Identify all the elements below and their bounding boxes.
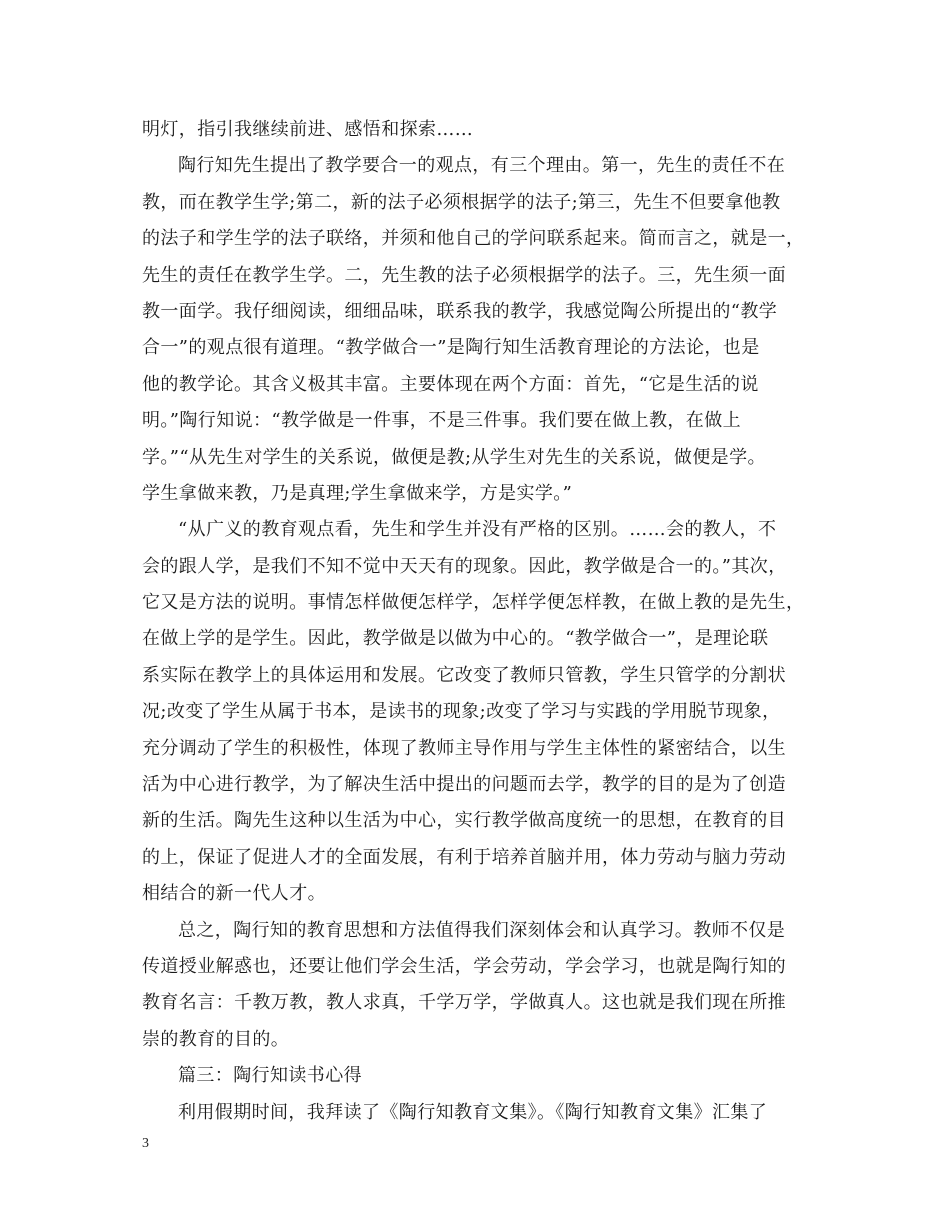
page-number: 3 [142,1136,149,1151]
text-line: 明灯，指引我继续前进、感悟和探索…… [142,119,474,140]
text-line: 充分调动了学生的积极性，体现了教师主导作用与学生主体性的紧密结合，以生 [142,737,786,759]
text-line: 利用假期时间，我拜读了《陶行知教育文集》。《陶行知教育文集》汇集了 [178,1101,768,1123]
text-line: 的上，保证了促进人才的全面发展，有利于培养首脑并用，体力劳动与脑力劳动 [142,846,786,868]
text-line: 明。”陶行知说：“教学做是一件事，不是三件事。我们要在做上教，在做上 [142,410,742,432]
text-line: 学。”“从先生对学生的关系说，做便是教;从学生对先生的关系说，做便是学。 [142,446,766,468]
text-line: 它又是方法的说明。事情怎样做便怎样学，怎样学便怎样教，在做上教的是先生， [142,592,805,614]
text-line: 篇三：陶行知读书心得 [178,1065,362,1087]
text-line: 合一”的观点很有道理。“教学做合一”是陶行知生活教育理论的方法论，也是 [142,337,760,359]
document-body [142,112,812,1131]
text-line: “从广义的教育观点看，先生和学生并没有严格的区别。……会的教人，不 [178,519,777,541]
text-line: 会的跟人学，是我们不知不觉中天天有的现象。因此，教学做是合一的。”其次， [142,555,787,577]
text-line: 教，而在教学生学;第二，新的法子必须根据学的法子;第三，先生不但要拿他教 [142,191,781,213]
text-line: 总之，陶行知的教育思想和方法值得我们深刻体会和认真学习。教师不仅是 [178,919,786,941]
text-line: 崇的教育的目的。 [142,1028,290,1050]
text-line: 况;改变了学生从属于书本，是读书的现象;改变了学习与实践的学用脱节现象， [142,701,781,723]
text-line: 传道授业解惑也，还要让他们学会生活，学会劳动，学会学习，也就是陶行知的 [142,955,786,977]
text-line: 的法子和学生学的法子联络，并须和他自己的学问联系起来。简而言之，就是一， [142,228,805,250]
text-line: 系实际在教学上的具体运用和发展。它改变了教师只管教，学生只管学的分割状 [142,664,786,686]
text-line: 教育名言：千教万教，教人求真，千学万学，学做真人。这也就是我们现在所推 [142,992,786,1014]
text-line: 教一面学。我仔细阅读，细细品味，联系我的教学，我感觉陶公所提出的“教学 [142,300,778,322]
text-line: 活为中心进行教学，为了解决生活中提出的问题而去学，教学的目的是为了创造 [142,774,786,796]
text-line: 相结合的新一代人才。 [142,883,326,905]
text-line: 学生拿做来教，乃是真理;学生拿做来学，方是实学。” [142,482,573,504]
text-line: 陶行知先生提出了教学要合一的观点，有三个理由。第一，先生的责任不在 [178,155,786,177]
text-line: 他的教学论。其含义极其丰富。主要体现在两个方面：首先，“它是生活的说 [142,373,759,395]
text-line: 新的生活。陶先生这种以生活为中心，实行教学做高度统一的思想，在教育的目 [142,810,786,832]
text-line: 在做上学的是学生。因此，教学做是以做为中心的。“教学做合一”，是理论联 [142,628,769,650]
text-line: 先生的责任在教学生学。二，先生教的法子必须根据学的法子。三，先生须一面 [142,264,786,286]
